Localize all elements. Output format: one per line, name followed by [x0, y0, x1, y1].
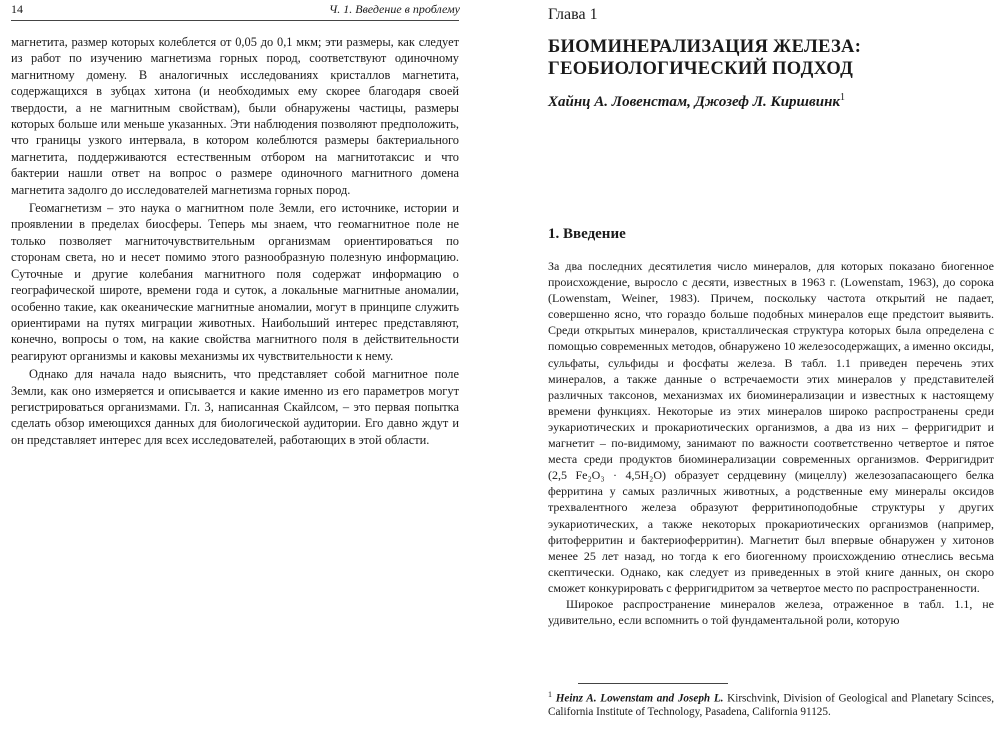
- running-title: Ч. 1. Введение в проблему: [329, 2, 460, 16]
- left-body-text: [11, 34, 459, 450]
- right-page: [520, 0, 1000, 732]
- paragraph: Широкое распространение минералов железа, отраженное в табл. 1.1, не удивительно, если вспомнить о той фундаментальной роли, которую: [548, 596, 994, 628]
- section-heading: 1. Введение: [548, 226, 626, 242]
- footnote-text: Kirschvink, Division of Geological and Planetary Scinces, California Institute of Technology, Pasadena, California 91125.: [548, 692, 995, 718]
- right-body-text: [548, 258, 994, 628]
- authors-names: Хайнц А. Ловенстам, Джозеф Л. Киршвинк: [548, 94, 841, 110]
- footnote-marker: 1: [840, 92, 846, 103]
- footnote: [548, 688, 994, 719]
- paragraph: За два последних десятилетия число минералов, для которых показано биогенное происхождение, выросло с десяти, известных в 1963 г. (Lowenstam, 1963), до сорока (Lowenstam, Weiner, 1983). Причем, поскольку частота открытий не падает, совершенно ясно, что гораздо больше подобных минералов еще предстоит выявить. Среди открытых минералов, кристаллическая структура которых была определена с помощью современных методов, обнаружено 10 железосодержащих, а именно оксиды, сульфаты, сульфиды и фосфаты железа. В табл. 1.1 приведен перечень этих минералов, а также данные о встречаемости этих минералов у представителей различных таксонов, механизмах их биоминерализации и известных к настоящему времени функциях. Некоторые из этих минералов широко распространены среди эукариотических и прокариотических организмов, а два из них – ферригидрит и магнетит – по-видимому, занимают по важности соответственно четвертое и пятое места среди продуктов биоминерализации современных организмов. Ферригидрит (2,5 Fe₂O₃ · 4,5H₂O) образует сердцевину (мицеллу) железозапасающего белка ферритина у самых различных животных, а родственные ему минералы оксидов трехвалентного железа образуют ферритиноподобные структуры у других эукариотических, а также некоторых прокариотических организмов (например, фитоферритин и бактериоферритин). Магнетит был впервые обнаружен у хитонов менее 25 лет назад, но тогда к его биогенному происхождению отнеслись весьма скептически. Однако, как следует из приведенных в этой книге данных, он скоро сможет конкурировать с ферригидритом за четвертое место по распространенности.: [548, 259, 994, 595]
- header-rule: [11, 20, 459, 21]
- paragraph: магнетита, размер которых колеблется от 0,05 до 0,1 мкм; эти размеры, как следует из работ по изучению магнетизма горных пород, соответствуют одиночному магнитному домену. В аналогичных исследованиях кристаллов магнетита, содержащихся в зубцах хитона (и необходимых ему скорее благодаря своей твердости, а не магнитным свойствам), были обнаружены частицы, размеры которых больше или меньше указанных. Эти наблюдения позволяют предположить, что границы узкого интервала, в котором колеблются размеры бактериального магнетита, поддерживаются естественным отбором на магнитотаксис и что бактерии нашли ответ на вопрос о размере одиночного магнитного домена магнетита задолго до исследователей магнетизма горных пород.: [11, 35, 459, 197]
- footnote-authors: Heinz A. Lowenstam and Joseph L.: [555, 692, 724, 705]
- paragraph: Геомагнетизм – это наука о магнитном поле Земли, его источнике, истории и проявлении в пределах биосферы. Теперь мы знаем, что геомагнитное поле не только позволяет магниточувствительным организмам ориентироваться по сторонам света, но и несет помимо этого разнообразную полезную информацию. Суточные и другие колебания магнитного поля содержат информацию о географической широте, времени года и суток, а локальные магнитные аномалии, особенно такие, как океанические магнитные аномалии, могут в принципе служить ориентирами на путях миграции животных. Наибольший интерес представляют, конечно, вопросы о том, на какие свойства магнитного поля в действительности реагируют организмы и каковы механизмы их чувствительности к нему.: [11, 201, 459, 363]
- page-number: 14: [11, 2, 23, 16]
- footnote-number: 1: [548, 690, 552, 699]
- chapter-title-line: БИОМИНЕРАЛИЗАЦИЯ ЖЕЛЕЗА:: [548, 37, 862, 57]
- chapter-label: Глава 1: [548, 6, 598, 23]
- chapter-authors: [548, 92, 845, 111]
- footnote-rule: [578, 683, 728, 684]
- paragraph: Однако для начала надо выяснить, что представляет собой магнитное поле Земли, как оно измеряется и описывается и какие именно из его параметров могут регистрироваться организмами. Гл. 3, написанная Скайлсом, – это первая попытка сделать обзор имеющихся данных для биологической аудитории. Его давно ждут и он представляет интерес для всех исследователей, работающих в этой области.: [11, 367, 459, 447]
- chapter-title: [548, 36, 988, 80]
- chapter-title-line: ГЕОБИОЛОГИЧЕСКИЙ ПОДХОД: [548, 59, 854, 79]
- left-page: [0, 0, 490, 732]
